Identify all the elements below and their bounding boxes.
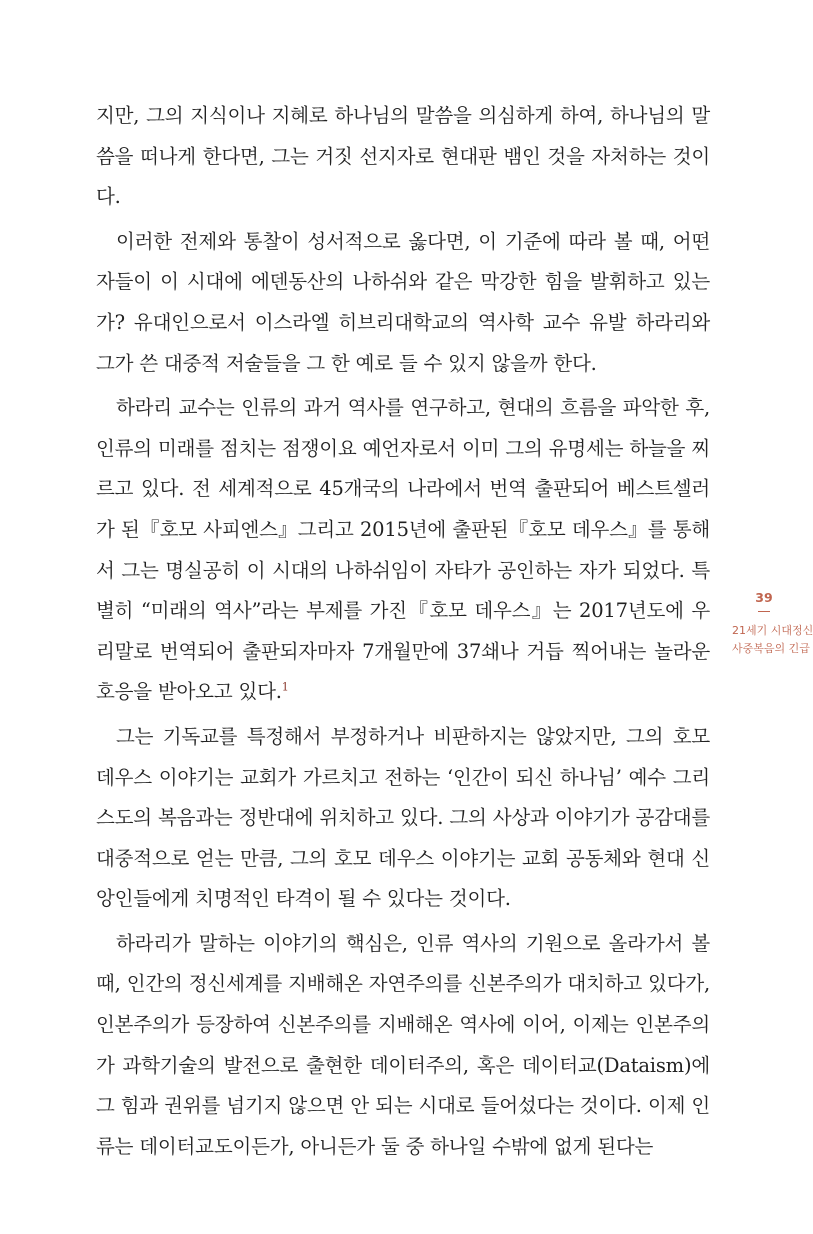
paragraph: 지만, 그의 지식이나 지혜로 하나님의 말씀을 의심하게 하여, 하나님의 말씀을 떠나게 한다면, 그는 거짓 선지자로 현대판 뱀인 것을 자처하는 것이다. xyxy=(96,104,710,209)
paragraph-with-footnote xyxy=(96,388,710,713)
paragraph: 하라리가 말하는 이야기의 핵심은, 인류 역사의 기원으로 올라가서 볼 때, 인간의 정신세계를 지배해온 자연주의를 신본주의가 대치하고 있다가, 인본주의가 등장하여 신본주의를 지배해온 역사에 이어, 이제는 인본주의가 과학기술의 발전으로 출현한 데이터주의, 혹은 데이터교(Dataism)에 그 힘과 권위를 넘기지 않으면 안 되는 시대로 들어섰다는 것이다. 이제 인류는 데이터교도이든가, 아니든가 둘 중 하나일 수밖에 없게 된다는 xyxy=(96,931,710,1158)
body-text xyxy=(96,96,710,1171)
running-title-line-2: 사중복음의 긴급 xyxy=(732,642,810,655)
footnote-marker: 1 xyxy=(281,680,289,694)
paragraph-text: 하라리 교수는 인류의 과거 역사를 연구하고, 현대의 흐름을 파악한 후, 인류의 미래를 점치는 점쟁이요 예언자로서 이미 그의 유명세는 하늘을 찌르고 있다. 전 세계적으로 45개국의 나라에서 번역 출판되어 베스트셀러가 된『호모 사피엔스』그리고 2015년에 출판된『호모 데우스』를 통해서 그는 명실공히 이 시대의 나하쉬임이 자타가 공인하는 자가 되었다. 특별히 “미래의 역사”라는 부제를 가진『호모 데우스』는 2017년도에 우리말로 번역되어 출판되자마자 7개월만에 37쇄나 거듭 찍어내는 놀라운 호응을 받아오고 있다. xyxy=(96,396,710,704)
running-title-line-1: 21세기 시대정신 xyxy=(732,624,813,637)
page-number: 39 xyxy=(755,590,773,605)
paragraph: 이러한 전제와 통찰이 성서적으로 옳다면, 이 기준에 따라 볼 때, 어떤 자들이 이 시대에 에덴동산의 나하쉬와 같은 막강한 힘을 발휘하고 있는가? 유대인으로서 이스라엘 히브리대학교의 역사학 교수 유발 하라리와 그가 쓴 대중적 저술들을 그 한 예로 들 수 있지 않을까 한다. xyxy=(96,229,710,375)
paragraph: 그는 기독교를 특정해서 부정하거나 비판하지는 않았지만, 그의 호모 데우스 이야기는 교회가 가르치고 전하는 ‘인간이 되신 하나님’ 예수 그리스도의 복음과는 정반대에 위치하고 있다. 그의 사상과 이야기가 공감대를 대중적으로 얻는 만큼, 그의 호모 데우스 이야기는 교회 공동체와 현대 신앙인들에게 치명적인 타격이 될 수 있다는 것이다. xyxy=(96,724,710,911)
page-margin-info xyxy=(728,590,813,658)
page-number-divider xyxy=(758,611,770,612)
